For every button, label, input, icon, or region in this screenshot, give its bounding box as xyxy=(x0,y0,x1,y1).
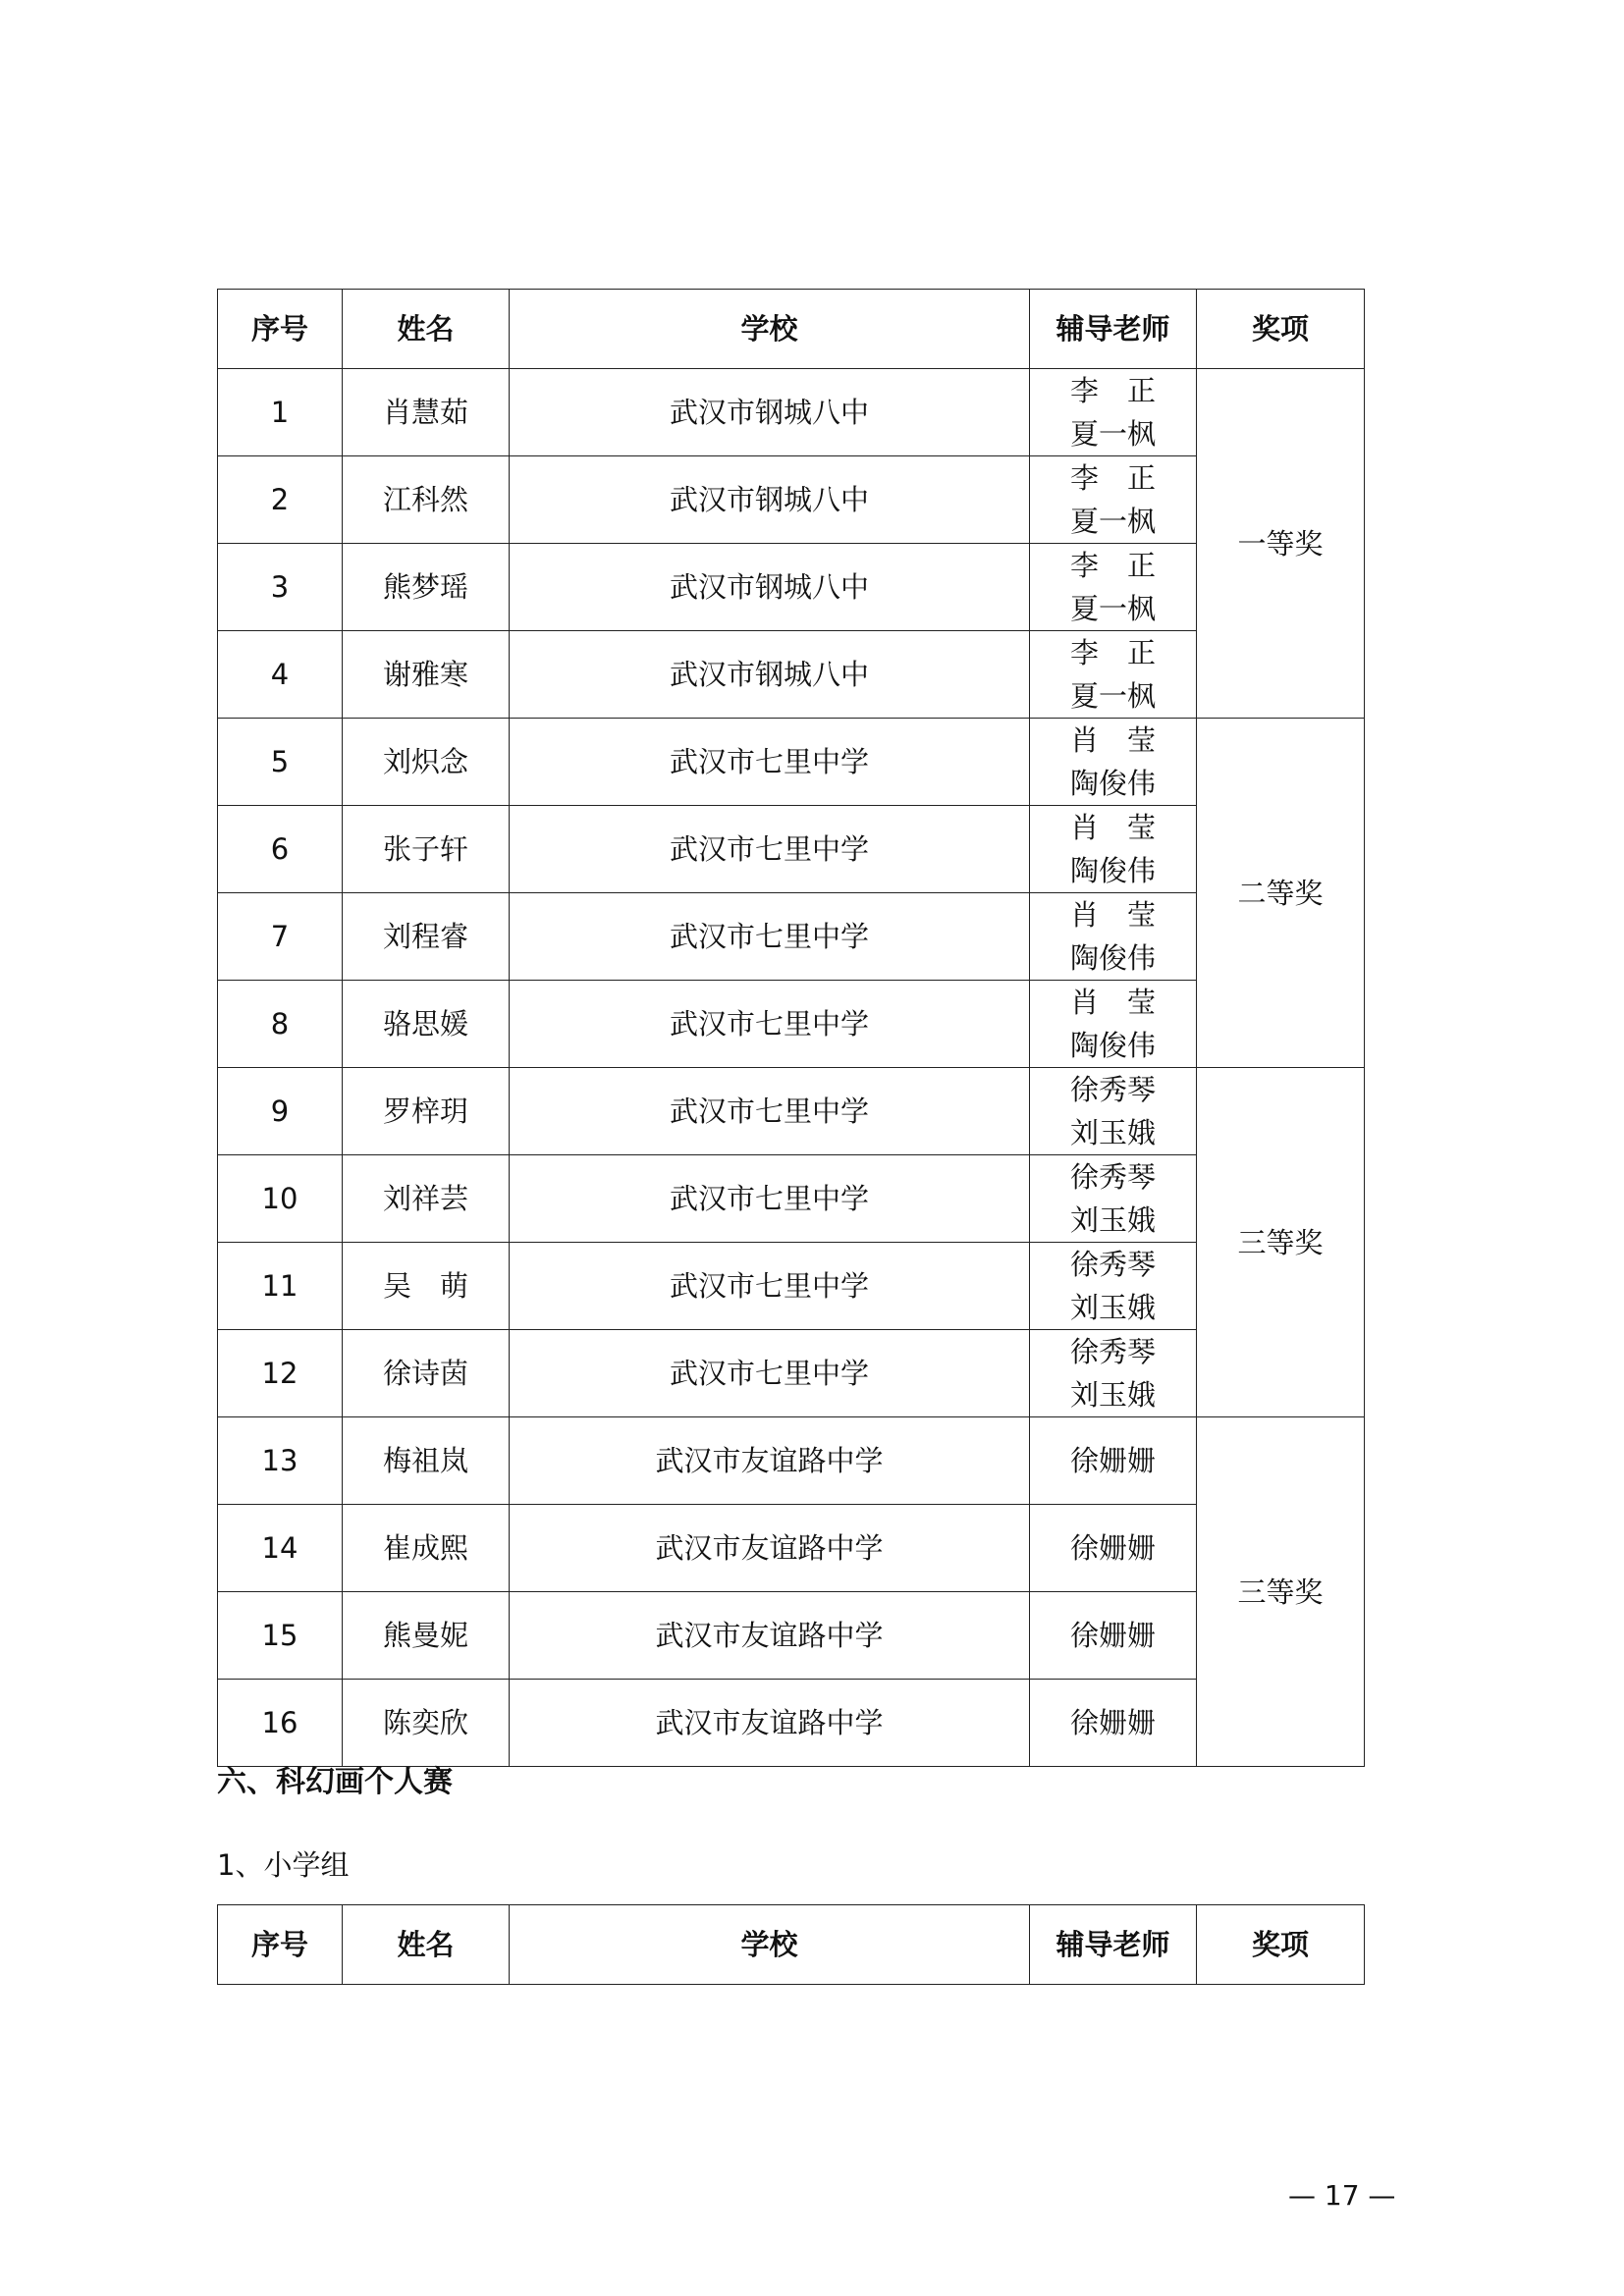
teacher-line: 陶俊伟 xyxy=(1069,1029,1156,1062)
cell-no: 6 xyxy=(218,806,343,893)
cell-school: 武汉市友谊路中学 xyxy=(510,1680,1030,1767)
cell-no: 10 xyxy=(218,1155,343,1243)
cell-teacher xyxy=(1030,981,1197,1068)
cell-name: 骆思媛 xyxy=(343,981,510,1068)
cell-name: 吴 萌 xyxy=(343,1243,510,1330)
cell-teacher xyxy=(1030,893,1197,981)
cell-school: 武汉市友谊路中学 xyxy=(510,1417,1030,1505)
cell-teacher xyxy=(1030,369,1197,456)
teacher-line: 夏一枫 xyxy=(1069,417,1156,451)
cell-award: 一等奖 xyxy=(1197,369,1365,719)
section-title: 六、科幻画个人赛 xyxy=(217,1765,453,1799)
cell-no: 3 xyxy=(218,544,343,631)
page-number: — 17 — xyxy=(1288,2179,1396,2212)
teacher-line: 夏一枫 xyxy=(1069,679,1156,713)
cell-school: 武汉市七里中学 xyxy=(510,1155,1030,1243)
cell-name: 陈奕欣 xyxy=(343,1680,510,1767)
cell-name: 熊曼妮 xyxy=(343,1592,510,1680)
cell-school: 武汉市钢城八中 xyxy=(510,544,1030,631)
cell-award: 三等奖 xyxy=(1197,1417,1365,1767)
cell-no: 7 xyxy=(218,893,343,981)
cell-school: 武汉市七里中学 xyxy=(510,1330,1030,1417)
teacher-line: 刘玉娥 xyxy=(1069,1116,1156,1149)
cell-name: 刘程睿 xyxy=(343,893,510,981)
cell-school: 武汉市钢城八中 xyxy=(510,631,1030,719)
cell-school: 武汉市钢城八中 xyxy=(510,369,1030,456)
cell-teacher xyxy=(1030,1068,1197,1155)
teacher-line: 肖 莹 xyxy=(1069,986,1156,1019)
teacher-line: 肖 莹 xyxy=(1069,898,1156,932)
cell-name: 熊梦瑶 xyxy=(343,544,510,631)
table-row xyxy=(218,1417,1365,1505)
cell-no: 1 xyxy=(218,369,343,456)
cell-name: 徐诗茵 xyxy=(343,1330,510,1417)
cell-school: 武汉市七里中学 xyxy=(510,893,1030,981)
cell-name: 罗梓玥 xyxy=(343,1068,510,1155)
teacher-line: 李 正 xyxy=(1069,636,1156,669)
cell-school: 武汉市钢城八中 xyxy=(510,456,1030,544)
sub-title: 1、小学组 xyxy=(217,1848,350,1882)
header-school: 学校 xyxy=(510,290,1030,369)
cell-award: 二等奖 xyxy=(1197,719,1365,1068)
table-row xyxy=(218,544,1365,631)
cell-name: 肖慧茹 xyxy=(343,369,510,456)
cell-no: 5 xyxy=(218,719,343,806)
cell-no: 8 xyxy=(218,981,343,1068)
table-row xyxy=(218,631,1365,719)
cell-name: 江科然 xyxy=(343,456,510,544)
cell-teacher: 徐姗姗 xyxy=(1030,1680,1197,1767)
cell-no: 15 xyxy=(218,1592,343,1680)
header-school: 学校 xyxy=(510,1905,1030,1985)
cell-teacher: 徐姗姗 xyxy=(1030,1505,1197,1592)
teacher-line: 刘玉娥 xyxy=(1069,1378,1156,1412)
cell-school: 武汉市友谊路中学 xyxy=(510,1505,1030,1592)
teacher-line: 刘玉娥 xyxy=(1069,1291,1156,1324)
cell-school: 武汉市七里中学 xyxy=(510,719,1030,806)
header-name: 姓名 xyxy=(343,290,510,369)
cell-no: 12 xyxy=(218,1330,343,1417)
table-row xyxy=(218,1068,1365,1155)
cell-school: 武汉市七里中学 xyxy=(510,1243,1030,1330)
header-award: 奖项 xyxy=(1197,290,1365,369)
cell-teacher: 徐姗姗 xyxy=(1030,1417,1197,1505)
cell-name: 崔成熙 xyxy=(343,1505,510,1592)
table-row xyxy=(218,893,1365,981)
teacher-line: 陶俊伟 xyxy=(1069,767,1156,800)
table-row xyxy=(218,456,1365,544)
cell-no: 14 xyxy=(218,1505,343,1592)
table-header-row xyxy=(218,290,1365,369)
cell-name: 张子轩 xyxy=(343,806,510,893)
cell-teacher xyxy=(1030,456,1197,544)
table-row xyxy=(218,1592,1365,1680)
teacher-line: 陶俊伟 xyxy=(1069,854,1156,887)
teacher-line: 肖 莹 xyxy=(1069,723,1156,757)
cell-teacher xyxy=(1030,1330,1197,1417)
teacher-line: 李 正 xyxy=(1069,461,1156,495)
cell-school: 武汉市友谊路中学 xyxy=(510,1592,1030,1680)
header-teacher: 辅导老师 xyxy=(1030,290,1197,369)
cell-school: 武汉市七里中学 xyxy=(510,1068,1030,1155)
cell-no: 13 xyxy=(218,1417,343,1505)
header-teacher: 辅导老师 xyxy=(1030,1905,1197,1985)
table-row xyxy=(218,1243,1365,1330)
cell-name: 梅祖岚 xyxy=(343,1417,510,1505)
teacher-line: 肖 莹 xyxy=(1069,811,1156,844)
table-row xyxy=(218,1155,1365,1243)
cell-name: 谢雅寒 xyxy=(343,631,510,719)
table-row xyxy=(218,1330,1365,1417)
cell-no: 2 xyxy=(218,456,343,544)
cell-name: 刘祥芸 xyxy=(343,1155,510,1243)
cell-school: 武汉市七里中学 xyxy=(510,806,1030,893)
award-table-2 xyxy=(217,1904,1365,1985)
table-header-row xyxy=(218,1905,1365,1985)
teacher-line: 李 正 xyxy=(1069,374,1156,407)
header-no: 序号 xyxy=(218,1905,343,1985)
cell-award: 三等奖 xyxy=(1197,1068,1365,1417)
cell-teacher xyxy=(1030,544,1197,631)
teacher-line: 徐秀琴 xyxy=(1069,1248,1156,1281)
cell-no: 16 xyxy=(218,1680,343,1767)
header-name: 姓名 xyxy=(343,1905,510,1985)
cell-no: 9 xyxy=(218,1068,343,1155)
table-row xyxy=(218,369,1365,456)
cell-teacher xyxy=(1030,719,1197,806)
cell-name: 刘炽念 xyxy=(343,719,510,806)
teacher-line: 夏一枫 xyxy=(1069,505,1156,538)
cell-teacher xyxy=(1030,1243,1197,1330)
teacher-line: 陶俊伟 xyxy=(1069,941,1156,975)
cell-no: 11 xyxy=(218,1243,343,1330)
teacher-line: 徐秀琴 xyxy=(1069,1073,1156,1106)
table-row xyxy=(218,981,1365,1068)
cell-teacher xyxy=(1030,631,1197,719)
table-row xyxy=(218,1680,1365,1767)
teacher-line: 刘玉娥 xyxy=(1069,1203,1156,1237)
cell-teacher xyxy=(1030,806,1197,893)
teacher-line: 徐秀琴 xyxy=(1069,1335,1156,1368)
table-row xyxy=(218,806,1365,893)
header-award: 奖项 xyxy=(1197,1905,1365,1985)
cell-teacher xyxy=(1030,1155,1197,1243)
table-row xyxy=(218,1505,1365,1592)
cell-no: 4 xyxy=(218,631,343,719)
award-table xyxy=(217,289,1365,1767)
cell-teacher: 徐姗姗 xyxy=(1030,1592,1197,1680)
table-row xyxy=(218,719,1365,806)
cell-school: 武汉市七里中学 xyxy=(510,981,1030,1068)
header-no: 序号 xyxy=(218,290,343,369)
teacher-line: 李 正 xyxy=(1069,549,1156,582)
teacher-line: 夏一枫 xyxy=(1069,592,1156,625)
teacher-line: 徐秀琴 xyxy=(1069,1160,1156,1194)
